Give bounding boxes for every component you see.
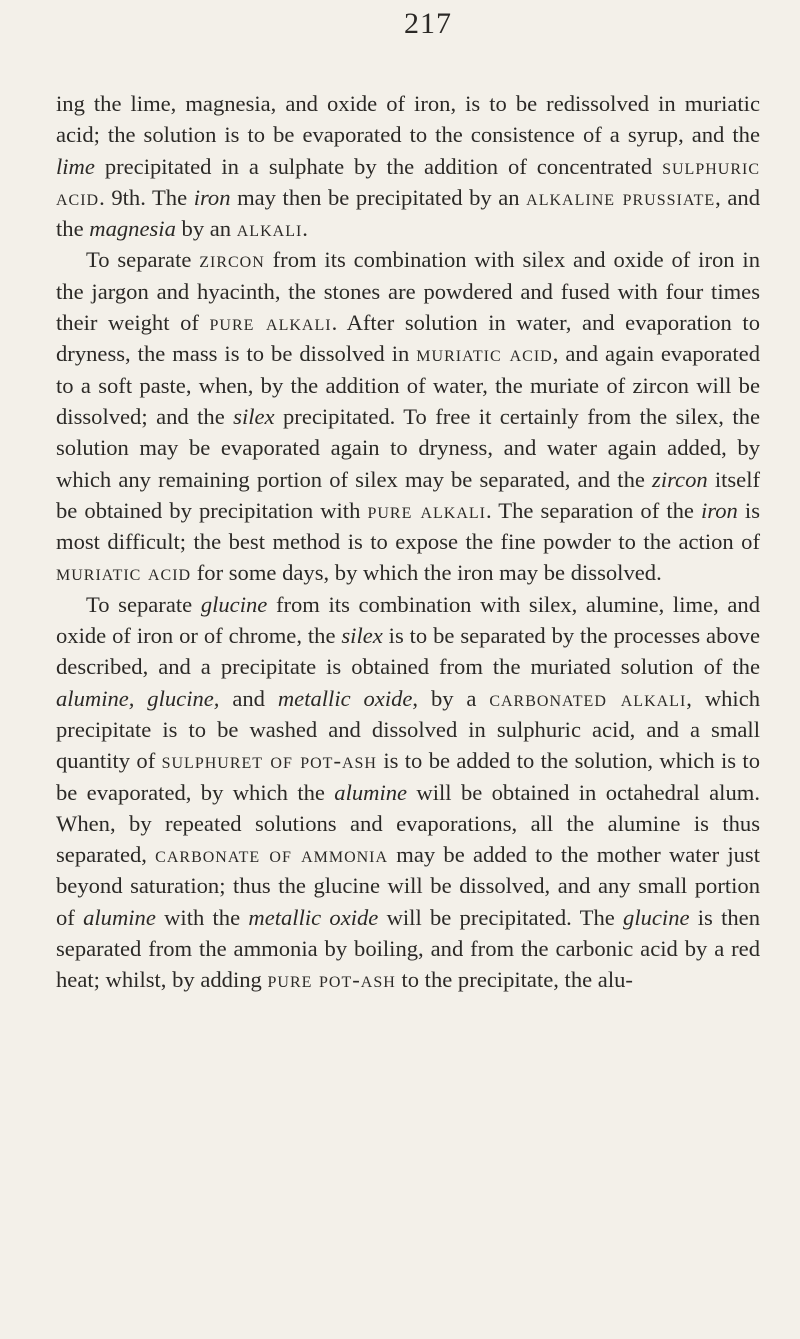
italic-term: glucine — [623, 904, 690, 930]
text-run: is to be added to the solution, which is to be evaporated, by which the — [56, 748, 760, 805]
text-run: and — [219, 685, 278, 711]
text-run: for some days, by which the iron may be dissolved. — [191, 560, 662, 586]
text-run: ing the lime, magnesia, and oxide of iron, is to be redissolved in muriatic acid; the solution is to be evaporated to the consistence of a syrup, and the — [56, 91, 760, 148]
text-run: by an — [175, 216, 237, 242]
small-caps-term: muriatic acid — [56, 560, 192, 586]
text-run: will be obtained in octahedral alum. When, by repeated solutions and evaporations, all the alumine is thus separated, — [56, 779, 760, 868]
page-number: 217 — [404, 7, 452, 40]
paragraph — [56, 88, 760, 244]
small-caps-term: pure alkali — [367, 497, 486, 523]
italic-term: alumine — [334, 779, 408, 805]
body-text — [56, 88, 760, 996]
text-run: . The separation of the — [485, 497, 702, 523]
text-run: itself be obtained by precipitation with — [56, 466, 760, 523]
italic-term: silex — [233, 403, 275, 429]
text-run: . After solution in water, and evaporation to dryness, the mass is to be dissolved in — [56, 310, 760, 367]
italic-term: iron — [193, 184, 231, 210]
text-run: to the precipitate, the alu- — [395, 967, 633, 993]
italic-term: alumine — [83, 904, 156, 930]
text-run: is to be separated by the processes above described, and a precipitate is obtained from the muriated solution of the — [56, 623, 760, 680]
italic-term: zircon — [652, 466, 708, 492]
text-run: is then separated from the ammonia by boiling, and from the carbonic acid by a red heat; whilst, by adding — [56, 904, 760, 993]
text-run: is most difficult; the best method is to expose the fine powder to the action of — [56, 497, 760, 555]
italic-term: glucine — [200, 591, 268, 617]
text-run: To separate — [86, 247, 200, 273]
italic-term: magnesia — [89, 216, 176, 242]
small-caps-term: pure alkali — [209, 310, 332, 336]
small-caps-term: carbonated alkali — [489, 685, 687, 711]
small-caps-term: pure pot-ash — [267, 967, 396, 993]
small-caps-term: sulphuric acid — [56, 153, 760, 210]
small-caps-term: zircon — [199, 247, 265, 273]
text-run: . — [302, 216, 308, 242]
italic-term: metallic oxide — [277, 685, 413, 711]
text-run: may then be precipitated by an — [230, 184, 527, 210]
text-run: , by a — [412, 685, 490, 711]
italic-term: alumine, glucine, — [56, 685, 220, 711]
text-run: with the — [155, 904, 249, 930]
paragraph — [56, 589, 760, 996]
text-run: precipitated. To free it certainly from the silex, the solution may be evaporated again to dryness, and water again added, by which any remaining portion of silex may be separated, and the — [56, 403, 760, 492]
text-run: , which precipitate is to be washed and dissolved in sulphuric acid, and a small quantity of — [56, 685, 761, 774]
small-caps-term: muriatic acid — [416, 341, 553, 367]
text-run: will be precipitated. The — [378, 904, 624, 930]
text-run: from its combination with silex, alumine, lime, and oxide of iron or of chrome, the — [56, 591, 760, 649]
italic-term: metallic oxide — [248, 904, 379, 930]
small-caps-term: alkali — [236, 216, 303, 242]
text-run: precipitated in a sulphate by the addition of concentrated — [94, 153, 663, 179]
paragraph — [56, 244, 760, 588]
text-run: may be added to the mother water just beyond saturation; thus the glucine will be dissolved, and any small portion of — [56, 842, 760, 930]
text-run: . 9th. The — [99, 184, 194, 210]
text-run: , and the — [56, 184, 761, 242]
text-run: , and again evaporated to a soft paste, when, by the addition of water, the muriate of zircon will be dissolved; and the — [56, 341, 761, 429]
text-run: To separate — [86, 591, 201, 617]
italic-term: lime — [56, 153, 95, 179]
italic-term: silex — [341, 623, 383, 649]
small-caps-term: sulphuret of pot-ash — [161, 748, 377, 774]
text-run: from its combination with silex and oxide of iron in the jargon and hyacinth, the stones are powdered and fused with four times their weight of — [56, 247, 760, 336]
italic-term: iron — [701, 497, 738, 523]
small-caps-term: carbonate of ammonia — [155, 842, 389, 868]
small-caps-term: alkaline prussiate — [526, 184, 716, 210]
